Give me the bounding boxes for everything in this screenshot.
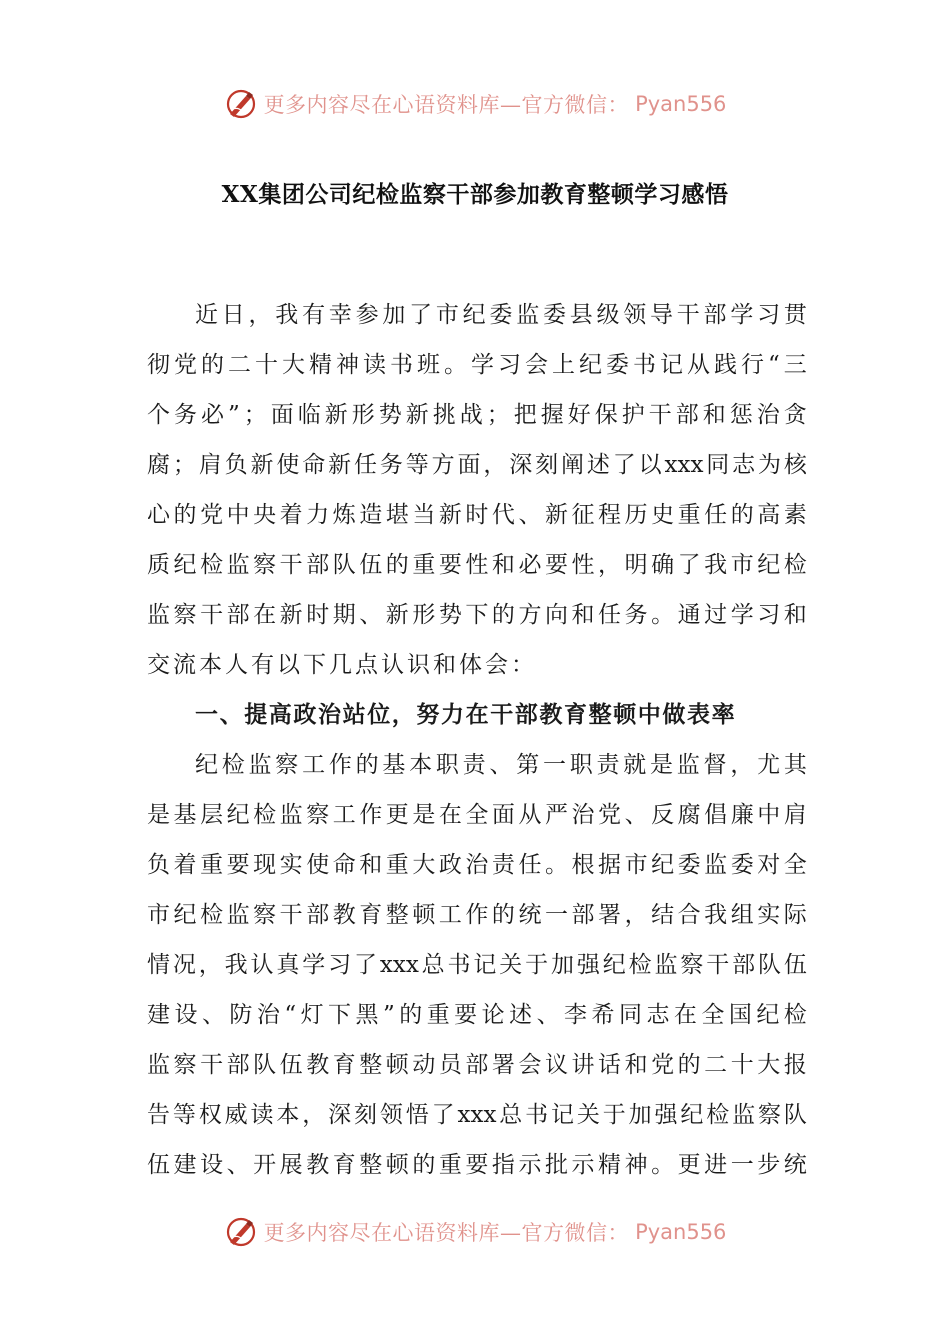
body-text-line: 腐 ； 肩 负 新 使 命 新 任 务 等 方 面 ， 深 刻 阐 述 了 以 xxx 同 志 为 核 <box>147 452 807 478</box>
watermark-header <box>0 84 950 124</box>
body-text-line: 近 日 ， 我 有 幸 参 加 了 市 纪 委 监 委 县 级 领 导 干 部 学 习 贯 <box>195 302 807 328</box>
body-text-line: 是 基 层 纪 检 监 察 工 作 更 是 在 全 面 从 严 治 党 、 反 腐 倡 廉 中 肩 <box>147 802 807 828</box>
watermark-text: 更多内容尽在心语资料库—官方微信： <box>263 93 630 117</box>
watermark-text: 更多内容尽在心语资料库—官方微信： <box>263 1221 630 1245</box>
pen-circle-logo-icon <box>224 87 258 121</box>
body-text-line: 建 设 、 防 治 “ 灯 下 黑 ” 的 重 要 论 述 、 李 希 同 志 在 全 国 纪 检 <box>147 1002 807 1028</box>
watermark-wechat-id: Pyan556 <box>635 92 727 116</box>
body-text-line: 交流本人有以下几点认识和体会： <box>147 652 537 678</box>
pen-circle-logo-icon <box>224 1215 258 1249</box>
body-text-line: 心 的 党 中 央 着 力 炼 造 堪 当 新 时 代 、 新 征 程 历 史 重 任 的 高 素 <box>147 502 807 528</box>
body-text-line: 个 务 必 ” ； 面 临 新 形 势 新 挑 战 ； 把 握 好 保 护 干 部 和 惩 治 贪 <box>147 402 807 428</box>
watermark-footer <box>0 1212 950 1252</box>
body-text-line: 彻 党 的 二 十 大 精 神 读 书 班 。 学 习 会 上 纪 委 书 记 从 践 行 “ 三 <box>147 352 807 378</box>
body-text-line: 监 察 干 部 队 伍 教 育 整 顿 动 员 部 署 会 议 讲 话 和 党 的 二 十 大 报 <box>147 1052 807 1078</box>
body-text-line: 监 察 干 部 在 新 时 期 、 新 形 势 下 的 方 向 和 任 务 。 通 过 学 习 和 <box>147 602 807 628</box>
document-body <box>147 290 807 1190</box>
watermark-wechat-id: Pyan556 <box>635 1220 727 1244</box>
body-text-line: 质 纪 检 监 察 干 部 队 伍 的 重 要 性 和 必 要 性 ， 明 确 了 我 市 纪 检 <box>147 552 807 578</box>
document-title: XX集团公司纪检监察干部参加教育整顿学习感悟 <box>221 181 729 208</box>
body-text-line: 纪 检 监 察 工 作 的 基 本 职 责 、 第 一 职 责 就 是 监 督 ， 尤 其 <box>195 752 807 778</box>
body-text-line: 情 况 ， 我 认 真 学 习 了 xxx 总 书 记 关 于 加 强 纪 检 监 察 干 部 队 伍 <box>147 952 807 978</box>
section-heading: 一、提高政治站位，努力在干部教育整顿中做表率 <box>195 701 737 728</box>
body-text-line: 市 纪 检 监 察 干 部 教 育 整 顿 工 作 的 统 一 部 署 ， 结 合 我 组 实 际 <box>147 902 807 928</box>
body-text-line: 负 着 重 要 现 实 使 命 和 重 大 政 治 责 任 。 根 据 市 纪 委 监 委 对 全 <box>147 852 807 878</box>
body-text-line: 伍 建 设 、 开 展 教 育 整 顿 的 重 要 指 示 批 示 精 神 。 更 进 一 步 统 <box>147 1152 807 1178</box>
body-text-line: 告 等 权 威 读 本 ， 深 刻 领 悟 了 xxx 总 书 记 关 于 加 强 纪 检 监 察 队 <box>147 1102 807 1128</box>
